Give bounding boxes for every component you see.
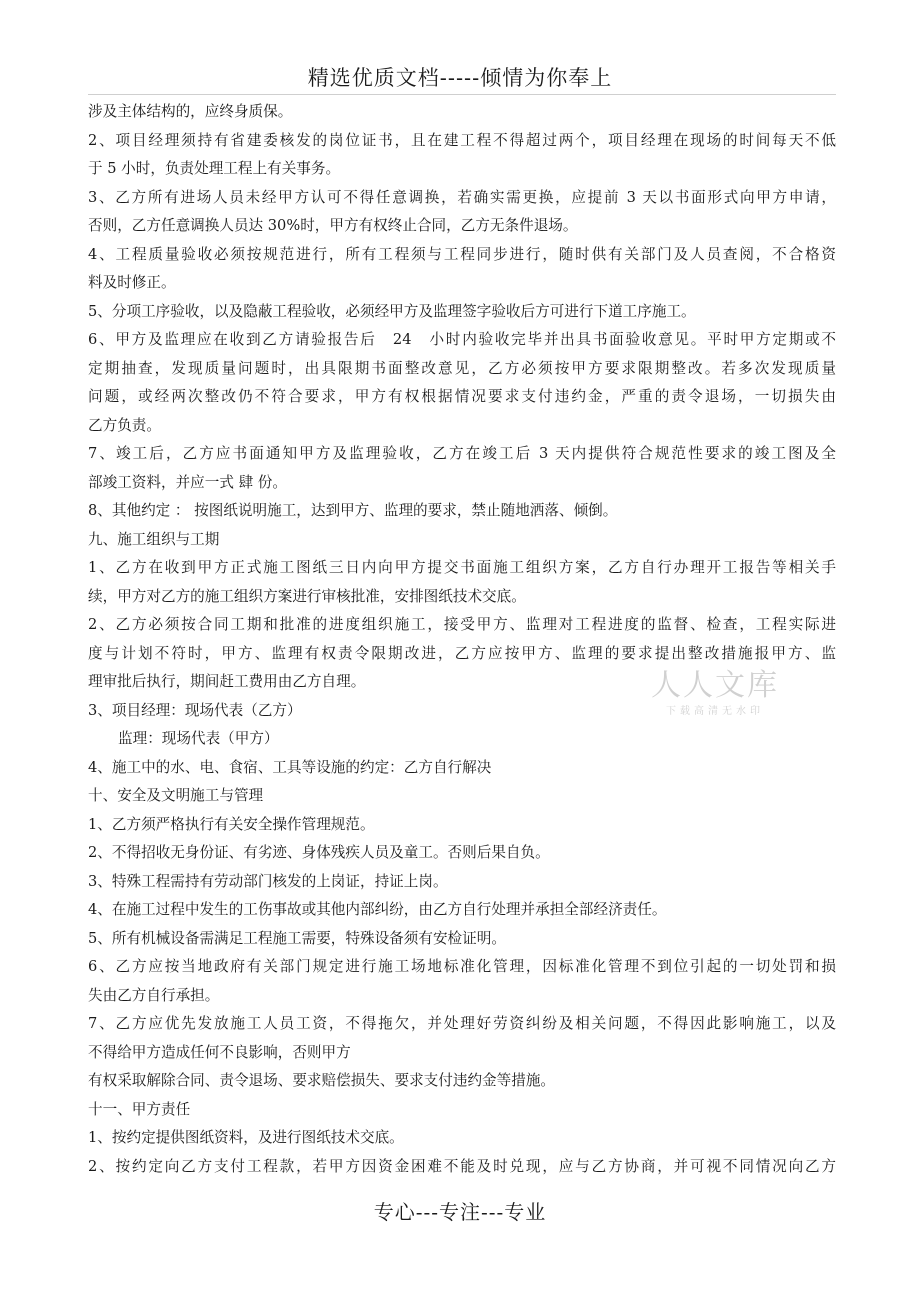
watermark-subtitle: 下载高清无水印 bbox=[666, 706, 764, 717]
text-line: 1、按约定提供图纸资料，及进行图纸技术交底。 bbox=[88, 1129, 404, 1146]
text-line: 不得给甲方造成任何不良影响，否则甲方 bbox=[88, 1043, 351, 1061]
header-divider bbox=[88, 94, 836, 95]
text-line: 理审批后执行，期间赶工费用由乙方自理。 bbox=[88, 673, 366, 690]
text-line: 有权采取解除合同、责令退场、要求赔偿损失、要求支付违约金等措施。 bbox=[88, 1072, 556, 1089]
page-footer: 专心---专注---专业 bbox=[373, 1200, 547, 1224]
text-line: 2、按约定向乙方支付工程款，若甲方因资金困难不能及时兑现，应与乙方协商，并可视不同情况向乙方 bbox=[88, 1157, 836, 1175]
section-heading: 十一、甲方责任 bbox=[88, 1100, 191, 1118]
document-body bbox=[88, 98, 836, 1181]
watermark-logo: 人人文库 bbox=[651, 668, 779, 703]
text-line: 度与计划不符时，甲方、监理有权责令限期改进，乙方应按甲方、监理的要求提出整改措施报甲方、监 bbox=[88, 644, 836, 662]
text-line: 3、项目经理：现场代表（乙方） bbox=[88, 701, 302, 719]
text-line: 1、乙方须严格执行有关安全操作管理规范。 bbox=[88, 815, 375, 833]
text-line: 续，甲方对乙方的施工组织方案进行审核批准，安排图纸技术交底。 bbox=[88, 587, 526, 605]
text-line: 1、乙方在收到甲方正式施工图纸三日内向甲方提交书面施工组织方案，乙方自行办理开工报告等相关手 bbox=[88, 559, 836, 576]
watermark bbox=[640, 660, 790, 717]
text-line: 6、乙方应按当地政府有关部门规定进行施工场地标准化管理，因标准化管理不到位引起的一切处罚和损 bbox=[88, 958, 836, 975]
text-line: 3、乙方所有进场人员未经甲方认可不得任意调换，若确实需更换，应提前 3 天以书面形式向甲方申请， bbox=[88, 188, 836, 206]
text-line: 7、竣工后，乙方应书面通知甲方及监理验收，乙方在竣工后 3 天内提供符合规范性要求的竣工图及全 bbox=[88, 445, 836, 462]
page-header: 精选优质文档-----倾情为你奉上 bbox=[307, 66, 613, 90]
text-line: 问题，或经两次整改仍不符合要求，甲方有权根据情况要求支付违约金，严重的责令退场，一切损失由 bbox=[88, 388, 836, 405]
text-line: 4、施工中的水、电、食宿、工具等设施的约定：乙方自行解决 bbox=[88, 758, 492, 776]
text-line: 6、甲方及监理应在收到乙方请验报告后 24 小时内验收完毕并出具书面验收意见。平时甲方定期或不 bbox=[88, 331, 836, 348]
text-line: 4、在施工过程中发生的工伤事故或其他内部纠纷，由乙方自行处理并承担全部经济责任。 bbox=[88, 901, 667, 918]
text-line: 失由乙方自行承担。 bbox=[88, 986, 220, 1004]
section-heading: 十、安全及文明施工与管理 bbox=[88, 787, 264, 804]
text-line: 料及时修正。 bbox=[88, 274, 176, 291]
text-line: 4、工程质量验收必须按规范进行，所有工程须与工程同步进行，随时供有关部门及人员查阅，不合格资 bbox=[88, 245, 836, 263]
text-line: 部竣工资料，并应一式 肆 份。 bbox=[88, 473, 287, 491]
text-line: 2、项目经理须持有省建委核发的岗位证书，且在建工程不得超过两个，项目经理在现场的时间每天不低 bbox=[88, 131, 836, 149]
text-line: 5、所有机械设备需满足工程施工需要，特殊设备须有安检证明。 bbox=[88, 929, 506, 947]
text-line: 涉及主体结构的，应终身质保。 bbox=[88, 103, 293, 120]
text-line: 定期抽查，发现质量问题时，出具限期书面整改意见，乙方必须按甲方要求限期整改。若多次发现质量 bbox=[88, 359, 836, 377]
text-line: 乙方负责。 bbox=[88, 416, 161, 434]
text-line: 2、不得招收无身份证、有劣迹、身体残疾人员及童工。否则后果自负。 bbox=[88, 844, 550, 861]
text-line: 否则，乙方任意调换人员达 30%时，甲方有权终止合同，乙方无条件退场。 bbox=[88, 217, 578, 234]
text-line: 7、乙方应优先发放施工人员工资，不得拖欠，并处理好劳资纠纷及相关问题，不得因此影响施工，以及 bbox=[88, 1015, 836, 1032]
text-line: 3、特殊工程需持有劳动部门核发的上岗证，持证上岗。 bbox=[88, 872, 448, 890]
text-line: 监理：现场代表（甲方） bbox=[118, 730, 279, 747]
text-line: 于 5 小时，负责处理工程上有关事务。 bbox=[88, 160, 341, 177]
section-heading: 九、施工组织与工期 bbox=[88, 530, 220, 548]
text-line: 5、分项工序验收，以及隐蔽工程验收，必须经甲方及监理签字验收后方可进行下道工序施工。 bbox=[88, 302, 696, 320]
text-line: 8、其他约定 ： 按图纸说明施工，达到甲方、监理的要求，禁止随地洒落、倾倒。 bbox=[88, 502, 618, 519]
text-line: 2、乙方必须按合同工期和批准的进度组织施工，接受甲方、监理对工程进度的监督、检查，工程实际进 bbox=[88, 616, 836, 633]
